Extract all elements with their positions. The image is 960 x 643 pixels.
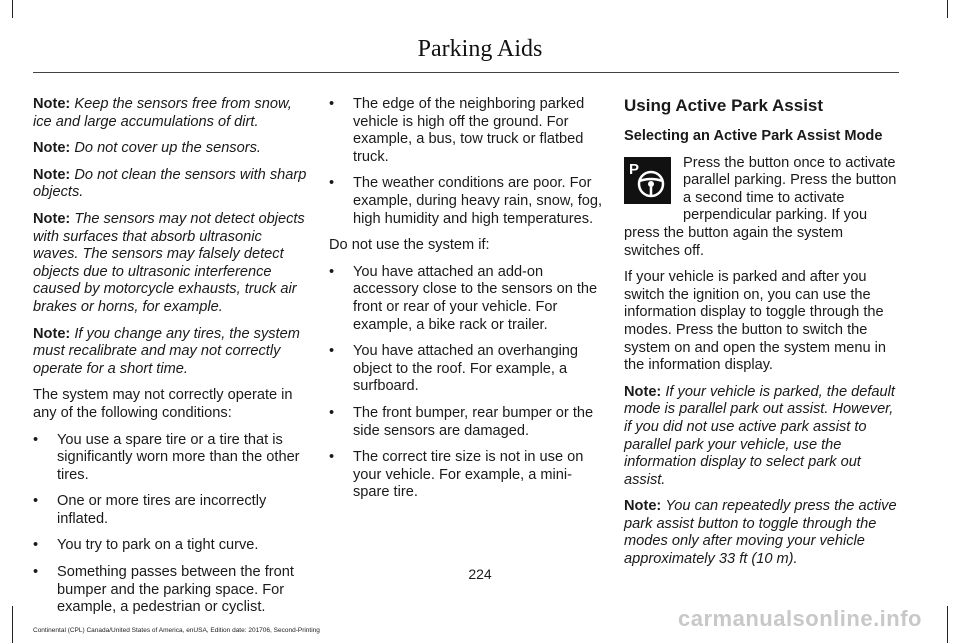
page-number: 224 xyxy=(468,566,492,582)
note-label: Note: xyxy=(33,166,71,183)
list-item xyxy=(329,175,607,228)
watermark: carmanualsonline.info xyxy=(678,606,922,631)
list-item xyxy=(329,405,607,440)
bullet-icon: • xyxy=(329,404,335,421)
bullet-icon: • xyxy=(329,96,335,112)
note-label: Note: xyxy=(33,325,71,342)
list-item-text: One or more tires are incorrectly inflated. xyxy=(57,493,267,527)
note-label: Note: xyxy=(33,96,71,112)
list-item-text: Something passes between the front bumper and the parking space. For example, a pedestrian or cyclist. xyxy=(57,564,294,616)
column-1 xyxy=(33,96,311,626)
list-item xyxy=(33,493,311,528)
list-item-text: You try to park on a tight curve. xyxy=(57,537,259,554)
park-assist-button-icon xyxy=(624,157,671,204)
footer-text: Continental (CPL) Canada/United States of America, enUSA, Edition date: 201706, Second-Printing xyxy=(33,627,320,634)
paragraph: If your vehicle is parked and after you switch the ignition on, you can use the information display to toggle through the modes. Press the button to switch the system on and open the system menu in the information display. xyxy=(624,269,887,374)
list-item-text: The weather conditions are poor. For example, during heavy rain, snow, fog, high humidity and high temperatures. xyxy=(353,175,603,227)
note-label: Note: xyxy=(33,210,71,227)
column-3 xyxy=(624,96,900,578)
note-text: Do not cover up the sensors. xyxy=(74,140,261,157)
note xyxy=(33,96,311,131)
list-item xyxy=(329,449,607,502)
svg-text:P: P xyxy=(629,160,640,178)
bullet-list xyxy=(329,96,607,228)
note-label: Note: xyxy=(624,498,662,515)
bullet-icon: • xyxy=(33,564,39,581)
bullet-list xyxy=(33,432,311,617)
list-item xyxy=(329,343,607,396)
bullet-icon: • xyxy=(329,343,335,360)
note-text: If your vehicle is parked, the default mode is parallel park out assist. However, if you did not use active park assist to parallel park your vehicle, use the information display to select park out assist. xyxy=(624,383,895,488)
bullet-icon: • xyxy=(33,431,39,448)
subheading: Selecting an Active Park Assist Mode xyxy=(624,128,883,144)
bullet-icon: • xyxy=(33,537,39,554)
list-item-text: The edge of the neighboring parked vehicle is high off the ground. For example, a bus, tow truck or flatbed truck. xyxy=(353,96,585,165)
list-item-text: The front bumper, rear bumper or the side sensors are damaged. xyxy=(353,404,594,439)
crop-mark xyxy=(947,606,948,643)
note xyxy=(33,211,311,317)
note xyxy=(33,326,311,379)
crop-mark xyxy=(12,0,13,18)
paragraph xyxy=(624,155,900,261)
note xyxy=(624,498,900,568)
crop-mark xyxy=(12,606,13,643)
note-text: If you change any tires, the system must recalibrate and may not correctly operate for a short time. xyxy=(33,325,300,377)
crop-mark xyxy=(947,0,948,18)
list-item-text: You have attached an overhanging object to the roof. For example, a surfboard. xyxy=(353,343,579,395)
note-text: You can repeatedly press the active park assist button to toggle through the modes only after moving your vehicle approximately 33 ft (10 m). xyxy=(624,498,897,568)
note xyxy=(33,167,311,202)
bullet-icon: • xyxy=(329,175,335,192)
section-title: Using Active Park Assist xyxy=(624,96,824,115)
note xyxy=(33,140,311,158)
bullet-icon: • xyxy=(33,493,39,510)
note-text: The sensors may not detect objects with surfaces that absorb ultrasonic waves. The sensors may falsely detect objects due to ultrasonic interference caused by motorcycle exhausts, truck air brakes or horns, for example. xyxy=(33,210,305,315)
paragraph-text: Press the button once to activate parallel parking. Press the button a second time to activate perpendicular parking. If you press the button again the system switches off. xyxy=(624,154,897,259)
note-text: Keep the sensors free from snow, ice and large accumulations of dirt. xyxy=(33,96,292,130)
note-label: Note: xyxy=(33,140,71,157)
page-title: Parking Aids xyxy=(417,36,543,62)
bullet-icon: • xyxy=(329,449,335,466)
note-label: Note: xyxy=(624,383,662,400)
header-divider xyxy=(33,72,899,73)
paragraph: The system may not correctly operate in any of the following conditions: xyxy=(33,387,293,421)
list-item xyxy=(33,537,311,555)
paragraph: Do not use the system if: xyxy=(329,237,490,254)
list-item-text: The correct tire size is not in use on your vehicle. For example, a mini-spare tire. xyxy=(353,449,584,501)
list-item xyxy=(329,96,607,166)
bullet-icon: • xyxy=(329,263,335,280)
list-item-text: You have attached an add-on accessory close to the sensors on the front or rear of your vehicle. For example, a bike rack or trailer. xyxy=(353,263,598,333)
list-item xyxy=(33,432,311,485)
column-2 xyxy=(329,96,607,511)
list-item-text: You use a spare tire or a tire that is significantly worn more than the other tires. xyxy=(57,431,300,483)
note xyxy=(624,384,900,490)
list-item xyxy=(329,264,607,334)
note-text: Do not clean the sensors with sharp objects. xyxy=(33,166,307,201)
bullet-list xyxy=(329,264,607,502)
